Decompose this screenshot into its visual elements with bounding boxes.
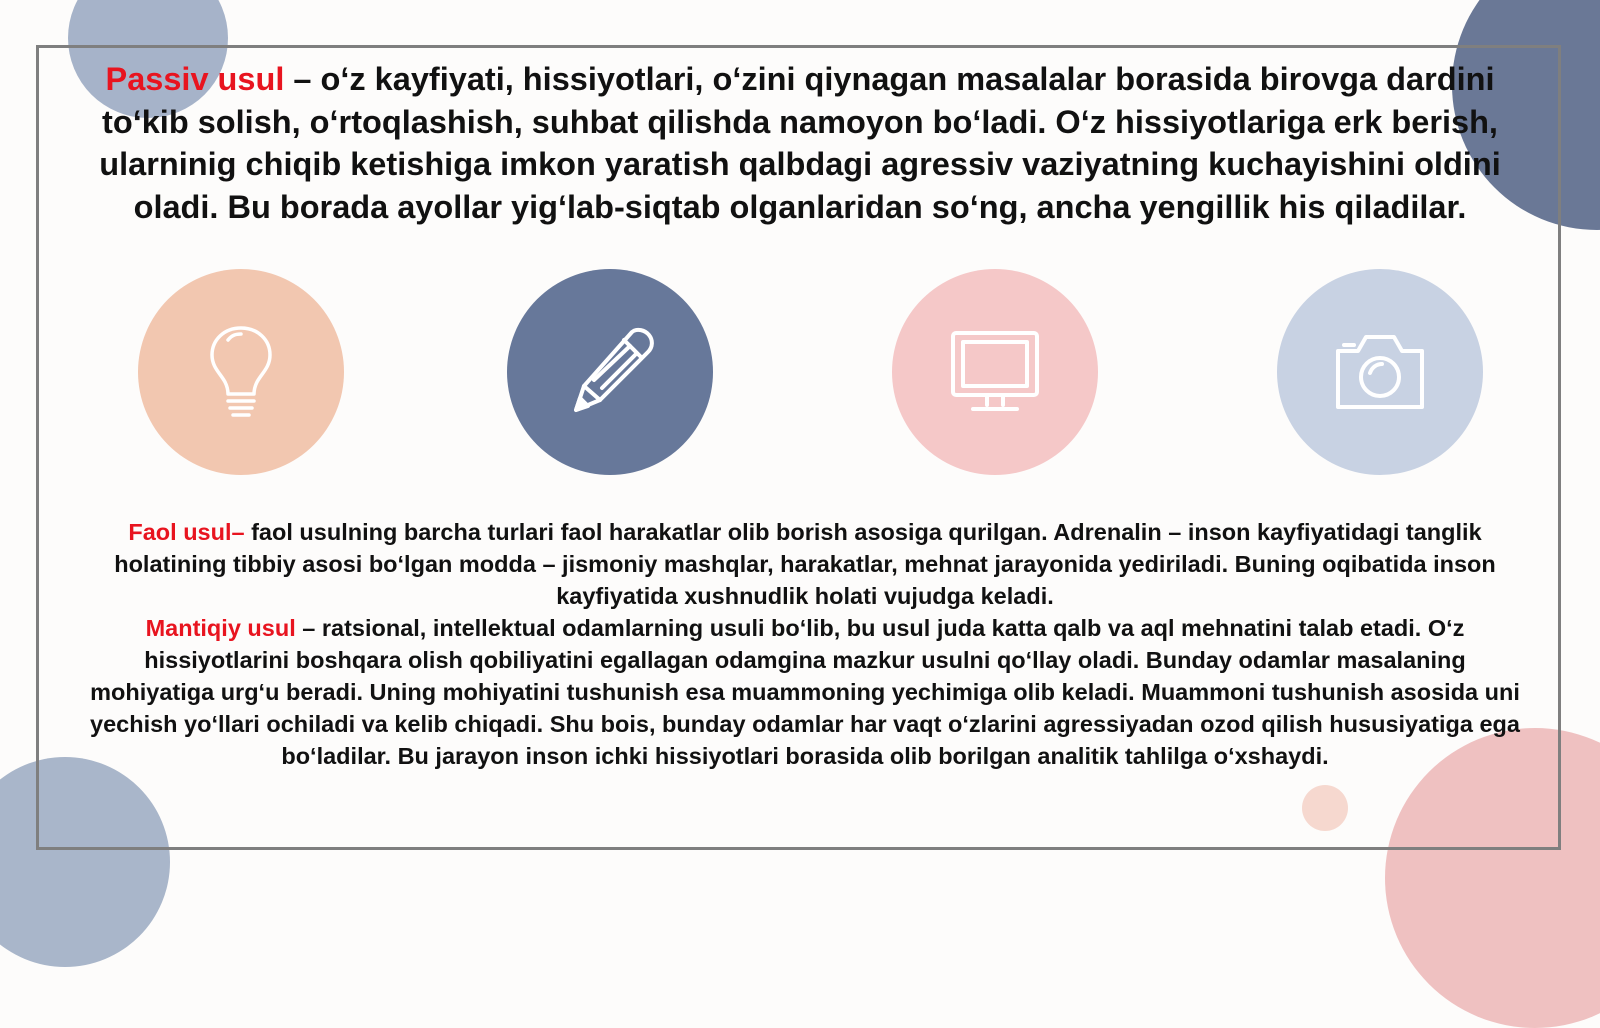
passiv-usul-term: Passiv usul (105, 61, 285, 97)
faol-usul-paragraph (90, 516, 1520, 612)
faol-usul-text: faol usulning barcha turlari faol harakatlar olib borish asosiga qurilgan. Adrenalin – inson kayfiyatidagi tanglik holatining tibbiy asosi bo‘lgan modda – jismoniy mashqlar, harakatlar, mehnat jarayonida yediriladi. Buning oqibatida inson kayfiyatida xushnudlik holati vujudga keladi. (114, 519, 1496, 609)
passiv-usul-text: – o‘z kayfiyati, hissiyotlari, o‘zini qiynagan masalalar borasida birovga dardini to‘kib solish, o‘rtoqlashish, suhbat qilishda namoyon bo‘ladi. O‘z hissiyotlariga erk berish, ularninig chiqib ketishiga imkon yaratish qalbdagi agressiv vaziyatning kuchayishini oldini oladi. Bu borada ayollar yig‘lab-siqtab olganlaridan so‘ng, ancha yengillik his qiladilar. (99, 61, 1501, 225)
camera-circle (1277, 269, 1483, 475)
mantiqiy-usul-term: Mantiqiy usul (145, 615, 296, 641)
lightbulb-circle (138, 269, 344, 475)
monitor-circle (892, 269, 1098, 475)
passiv-usul-paragraph (70, 58, 1530, 228)
mantiqiy-usul-paragraph (90, 612, 1520, 772)
pencil-circle (507, 269, 713, 475)
camera-icon (1330, 329, 1430, 415)
mantiqiy-usul-text: – ratsional, intellektual odamlarning usuli bo‘lib, bu usul juda katta qalb va aql mehnatini talab etadi. O‘z hissiyotlarini boshqara olish qobiliyatini egallagan odamgina mazkur usulni qo‘llay oladi. Bunday odamlar masalaning mohiyatiga urg‘u beradi. Uning mohiyatini tushunish esa muammoning yechimiga olib keladi. Muammoni tushunish asosida uni yechish yo‘llari ochiladi va kelib chiqadi. Shu bois, bunday odamlar har vaqt o‘zlarini agressiyadan ozod qilish hususiyatiga ega bo‘ladilar. Bu jarayon inson ichki hissiyotlari borasida olib borilgan analitik tahlilga o‘xshaydi. (90, 615, 1520, 769)
lightbulb-icon (206, 324, 276, 420)
monitor-icon (947, 327, 1043, 417)
body-paragraphs (90, 516, 1520, 772)
faol-usul-term: Faol usul– (128, 519, 245, 545)
pencil-icon (562, 324, 658, 420)
